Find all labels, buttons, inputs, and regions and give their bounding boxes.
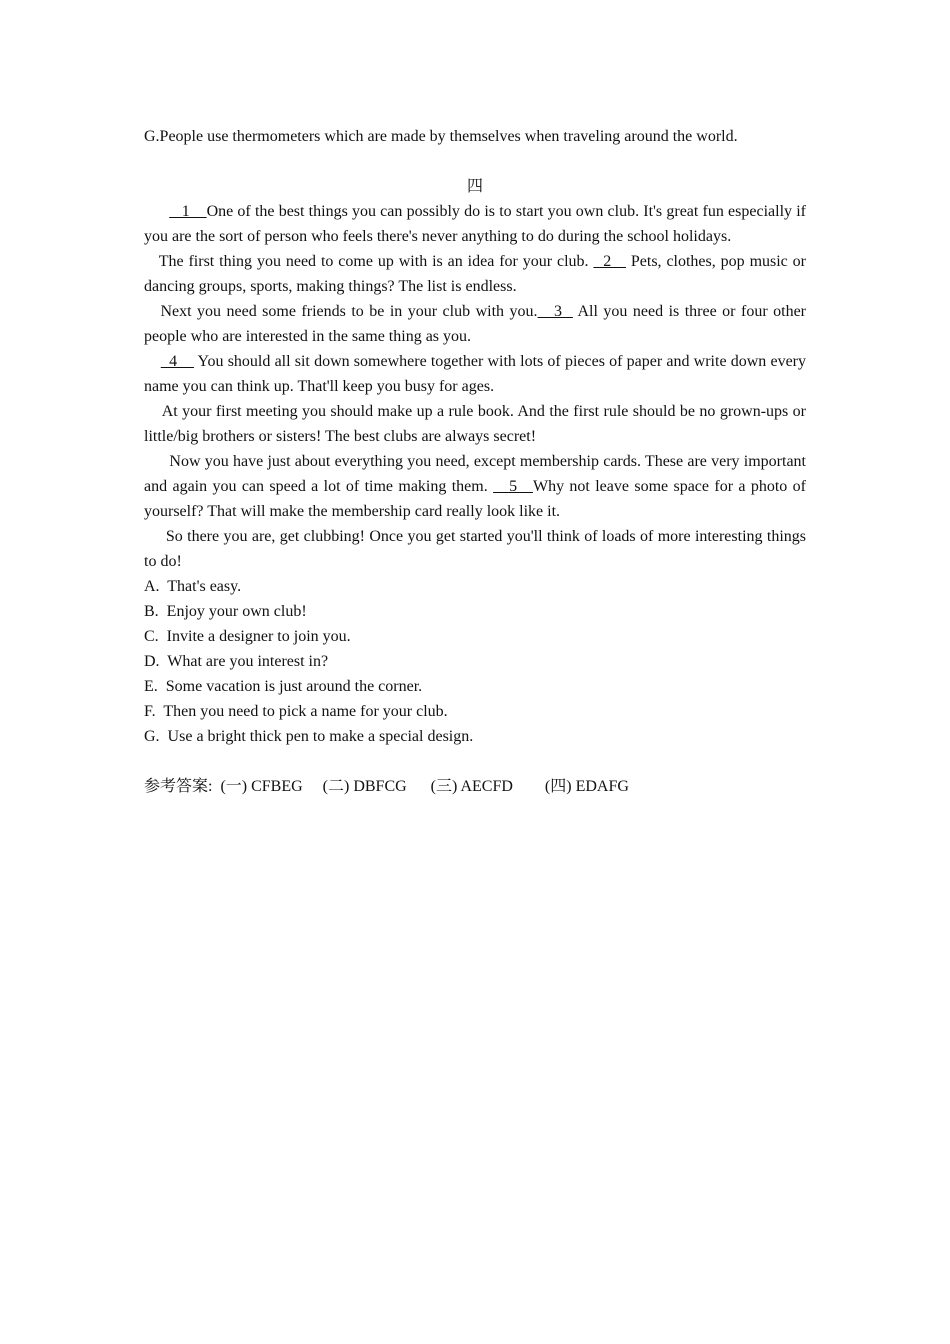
paragraph-3-before: Next you need some friends to be in your club with you. (144, 303, 538, 320)
paragraph-2-after: Pets, clothes, pop music or dancing groups, sports, making things? The list is endless. (144, 253, 807, 295)
answer-key: 参考答案: (一) CFBEG (二) DBFCG (三) AECFD (四) EDAFG (144, 778, 629, 795)
paragraph-6-before: Now you have just about everything you need, except membership cards. These are very important and again you can speed a lot of time making them. (144, 453, 811, 495)
passage-paragraph-5: At your first meeting you should make up a rule book. And the first rule should be no grown-ups or little/big brothers or sisters! The best clubs are always secret! (144, 403, 811, 445)
passage-paragraph-7: So there you are, get clubbing! Once you get started you'll think of loads of more interesting things to do! (144, 528, 811, 570)
option-d: D. What are you interest in? (144, 653, 329, 670)
previous-option-g: G.People use thermometers which are made by themselves when traveling around the world. (144, 128, 738, 145)
blank-1: 1 (169, 203, 207, 220)
blank-5: 5 (493, 478, 533, 495)
option-g: G. Use a bright thick pen to make a special design. (144, 728, 474, 745)
indent (144, 353, 161, 370)
blank-3: 3 (537, 303, 573, 320)
option-c: C. Invite a designer to join you. (144, 628, 351, 645)
indent (144, 203, 169, 220)
passage-paragraph-3 (144, 299, 806, 349)
document-page (144, 124, 811, 799)
passage-paragraph-4 (144, 349, 806, 399)
option-a: A. That's easy. (144, 578, 242, 595)
paragraph-6-after: Why not leave some space for a photo of yourself? That will make the membership card really look like it. (144, 478, 806, 520)
option-f: F. Then you need to pick a name for your club. (144, 703, 448, 720)
paragraph-4-after: You should all sit down somewhere together with lots of pieces of paper and write down every name you can think up. That'll keep you busy for ages. (144, 353, 807, 395)
passage-paragraph-1 (144, 199, 806, 249)
paragraph-2-before: The first thing you need to come up with is an idea for your club. (144, 253, 594, 270)
paragraph-1-text: One of the best things you can possibly do is to start you own club. It's great fun especially if you are the sort of person who feels there's never anything to do during the school holidays. (144, 203, 806, 245)
options-list (144, 574, 806, 749)
option-b: B. Enjoy your own club! (144, 603, 307, 620)
option-e: E. Some vacation is just around the corner. (144, 678, 423, 695)
blank-2: 2 (593, 253, 626, 270)
paragraph-3-after: All you need is three or four other people who are interested in the same thing as you. (144, 303, 806, 345)
passage-paragraph-6 (144, 449, 811, 524)
passage-paragraph-2 (144, 249, 806, 299)
blank-4: 4 (160, 353, 194, 370)
section-title: 四 (466, 178, 483, 195)
